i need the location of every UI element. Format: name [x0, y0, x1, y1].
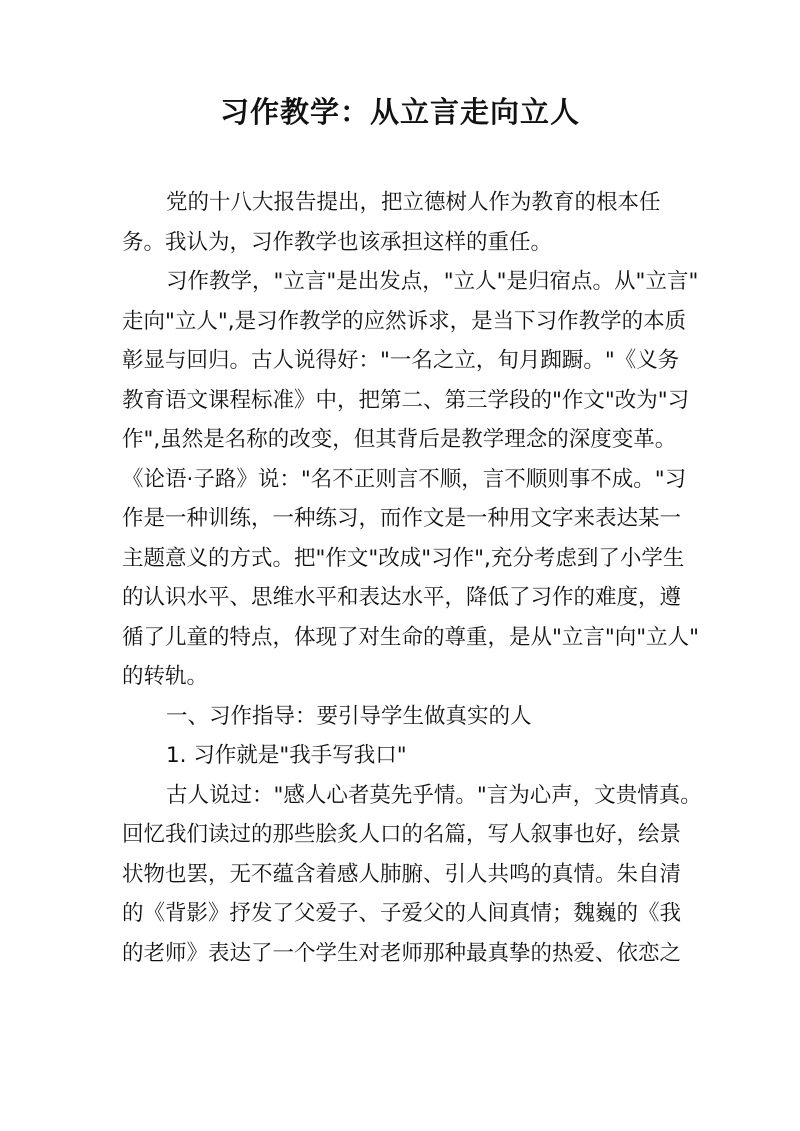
- text-line: 的转轨。: [122, 664, 209, 689]
- text-line: 主题意义的方式。把"作文"改成"习作",充分考虑到了小学生: [122, 545, 685, 571]
- text-line: 作",虽然是名称的改变，但其背后是教学理念的深度变革。: [122, 427, 677, 452]
- text-line: 的《背影》抒发了父爱子、子爱父的人间真情；魏巍的《我: [122, 901, 682, 926]
- text-line: 走向"立人",是习作教学的应然诉求，是当下习作教学的本质: [122, 308, 687, 334]
- document-title: 习作教学：从立言走向立人: [219, 95, 580, 129]
- section-heading: 一、习作指导：要引导学生做真实的人: [166, 703, 532, 729]
- text-line: 务。我认为，习作教学也该承担这样的重任。: [122, 229, 553, 255]
- text-line: 的认识水平、思维水平和表达水平，降低了习作的难度，遵: [122, 585, 682, 610]
- document-body: [122, 183, 702, 973]
- text-line: 循了儿童的特点，体现了对生命的尊重，是从"立言"向"立人": [122, 624, 700, 650]
- text-line: 党的十八大报告提出，把立德树人作为教育的根本任: [166, 190, 661, 215]
- text-line: 的老师》表达了一个学生对老师那种最真挚的热爱、依恋之: [122, 940, 682, 966]
- text-line: 习作教学，"立言"是出发点，"立人"是归宿点。从"立言": [166, 269, 699, 294]
- text-line: 回忆我们读过的那些脍炙人口的名篇，写人叙事也好，绘景: [122, 822, 682, 847]
- text-line: 教育语文课程标准》中，把第二、第三学段的"作文"改为"习: [122, 387, 690, 413]
- text-line: 作是一种训练，一种练习，而作文是一种用文字来表达某一: [122, 506, 682, 531]
- subsection-heading: 1. 习作就是"我手写我口": [166, 743, 407, 768]
- text-line: 状物也罢，无不蕴含着感人肺腑、引人共鸣的真情。朱自清: [122, 861, 682, 887]
- text-line: 彰显与回归。古人说得好："一名之立，旬月踟蹰。"《义务: [122, 348, 680, 373]
- text-line: 《论语·子路》说："名不正则言不顺，言不顺则事不成。"习: [122, 466, 687, 492]
- text-line: 古人说过："感人心者莫先乎情。"言为心声，文贵情真。: [166, 782, 702, 808]
